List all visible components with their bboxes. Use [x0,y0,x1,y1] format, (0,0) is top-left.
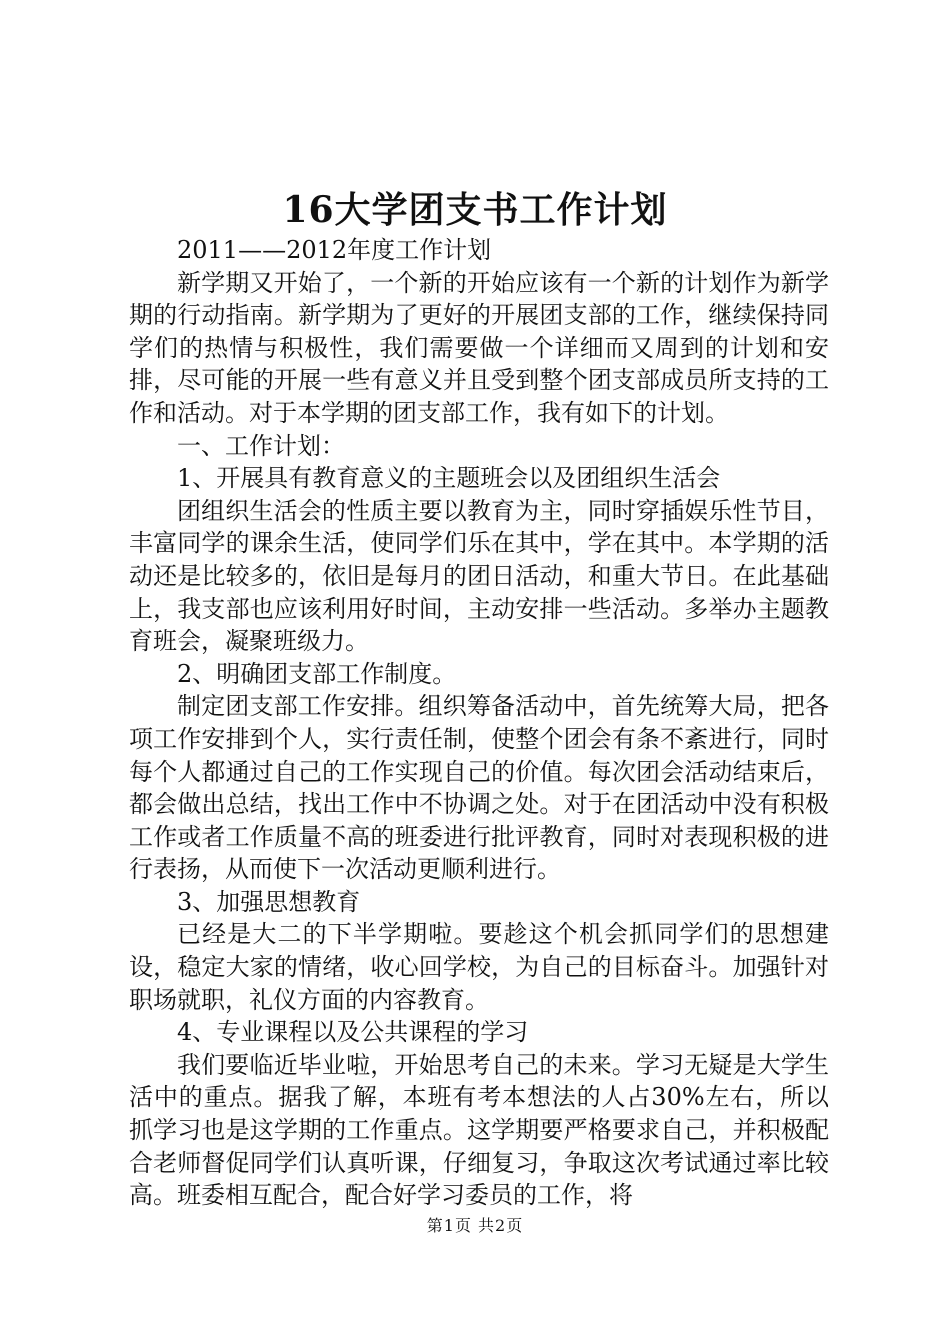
paragraph-intro: 新学期又开始了，一个新的开始应该有一个新的计划作为新学期的行动指南。新学期为了更好的开展团支部的工作，继续保持同学们的热情与积极性，我们需要做一个详细而又周到的计划和安排，尽可能的开展一些有意义并且受到整个团支部成员所支持的工作和活动。对于本学期的团支部工作，我有如下的计划。 [129,268,829,427]
paragraph-year-plan: 2011——2012年度工作计划 [177,236,492,264]
page-footer: 第1页 共2页 [426,1216,524,1235]
item-body-2: 制定团支部工作安排。组织筹备活动中，首先统筹大局，把各项工作安排到个人，实行责任制，使整个团会有条不紊进行，同时每个人都通过自己的工作实现自己的价值。每次团会活动结束后，都会做出总结，找出工作中不协调之处。对于在团活动中没有积极工作或者工作质量不高的班委进行批评教育，同时对表现积极的进行表扬，从而使下一次活动更顺利进行。 [129,692,829,884]
item-heading-2: 2、明确团支部工作制度。 [177,659,457,688]
item-body-1: 团组织生活会的性质主要以教育为主，同时穿插娱乐性节目，丰富同学的课余生活，使同学们乐在其中，学在其中。本学期的活动还是比较多的，依旧是每月的团日活动，和重大节日。在此基础上，我支部也应该利用好时间，主动安排一些活动。多举办主题教育班会，凝聚班级力。 [129,496,829,656]
item-heading-3: 3、加强思想教育 [177,887,361,916]
document-title: 16大学团支书工作计划 [282,189,668,231]
item-heading-4: 4、专业课程以及公共课程的学习 [177,1018,529,1047]
item-heading-1: 1、开展具有教育意义的主题班会以及团组织生活会 [177,464,721,493]
section-heading-work-plan: 一、工作计划： [177,431,345,460]
document-body [129,234,829,1212]
item-body-3: 已经是大二的下半学期啦。要趁这个机会抓同学们的思想建设，稳定大家的情绪，收心回学校，为自己的目标奋斗。加强针对职场就职，礼仪方面的内容教育。 [129,920,829,1014]
item-body-4: 我们要临近毕业啦，开始思考自己的未来。学习无疑是大学生活中的重点。据我了解，本班有考本想法的人占30%左右，所以抓学习也是这学期的工作重点。这学期要严格要求自己，并积极配合老师督促同学们认真听课，仔细复习，争取这次考试通过率比较高。班委相互配合，配合好学习委员的工作，将 [129,1050,829,1210]
